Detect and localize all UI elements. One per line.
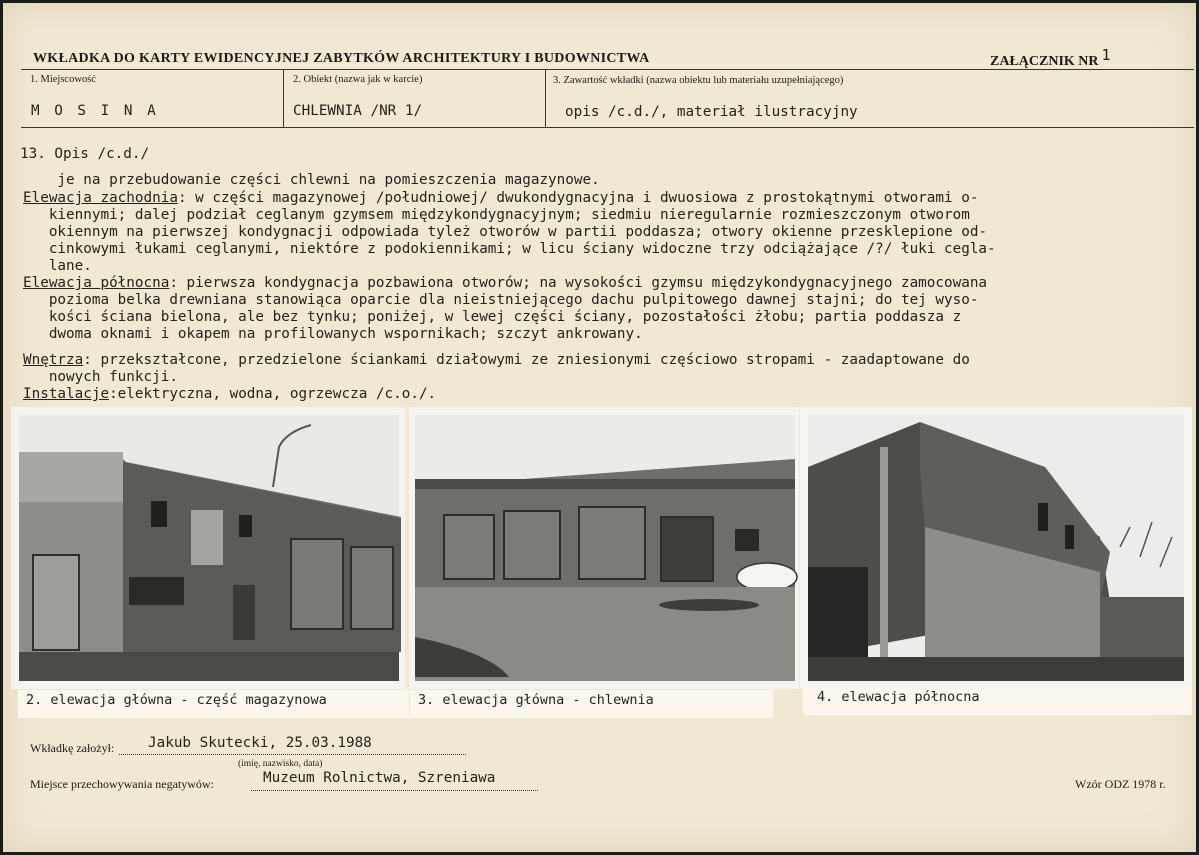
negatives-label: Miejsce przechowywania negatywów: [30,777,214,791]
west-elevation-text: : w części magazynowej /południowej/ dwukondygnacyjna i dwuosiowa z prostokątnymi otworami o- [177,190,979,206]
locality-value: M O S I N A [31,103,159,119]
object-label: 2. Obiekt (nazwa jak w karcie) [293,74,423,85]
description-line: cinkowymi łukami ceglanymi, niektóre z podokiennikami; w licu ściany widoczne trzy odciążające /?/ łuki cegla- [23,241,996,257]
north-elevation-label: Elewacja północna [23,275,170,291]
photo-pigsty-facade [409,407,799,689]
header-rule [21,69,1194,70]
negatives-line [251,789,538,791]
description-line: kości ściana bielona, ale bez tynku; poniżej, w lewej części ściany, pozostałości żłobu; partia poddasza z [23,309,962,325]
interior-label: Wnętrza [23,352,84,368]
description-line: lane. [23,258,92,274]
form-model: Wzór ODZ 1978 r. [1075,777,1166,791]
inserted-by-label: Wkładkę założył: [30,741,115,755]
inserted-by-line [119,753,466,755]
description-line: pozioma belka drewniana stanowiąca oparcie dla nieistniejącego dachu pulpitowego dawnej stajni; do tej wyso- [23,292,979,308]
inserted-by-value: Jakub Skutecki, 25.03.1988 [148,735,372,751]
installations-line [23,386,436,402]
fields-bottom-rule [21,127,1194,128]
locality-label: 1. Miejscowość [30,74,96,85]
north-elevation-text: : pierwsza kondygnacja pozbawiona otworów; na wysokości gzymsu międzykondygnacyjnego zamocowana [169,275,988,291]
photo-caption: 4. elewacja północna [803,687,1192,715]
installations-text: :elektryczna, wodna, ogrzewcza /c.o./. [109,386,437,402]
description-heading: 13. Opis /c.d./ [20,146,150,162]
annex-number: 1 [1101,46,1111,64]
west-elevation-line [23,190,978,206]
description-line: je na przebudowanie części chlewni na pomieszczenia magazynowe. [23,172,600,188]
description-line: nowych funkcji. [23,369,178,385]
photo-north-facade [800,407,1192,689]
annex-label-text: ZAŁĄCZNIK NR [990,54,1099,69]
description-line: dwoma oknami i okapem na profilowanych wspornikach; szczyt ankrowany. [23,326,643,342]
content-label: 3. Zawartość wkładki (nazwa obiektu lub materiału uzupełniającego) [553,75,844,86]
inventory-card-insert [3,3,1196,852]
description-line: okiennym na pierwszej kondygnacji odpowiada tyleż otworów w partii poddasza; otwory okienne przesklepione od- [23,224,988,240]
object-value: CHLEWNIA /NR 1/ [293,103,423,119]
annex-label [990,46,1111,70]
photo-caption: 2. elewacja główna - część magazynowa [18,690,409,718]
inserted-by-hint: (imię, nazwisko, data) [238,759,323,769]
description-line: kiennymi; dalej podział ceglanym gzymsem międzykondygnacyjnym; siedmiu nieregularnie rozmieszczonym otworom [23,207,970,223]
north-elevation-line [23,275,987,291]
photo-warehouse-facade [11,407,405,689]
field-divider-1 [283,69,284,127]
west-elevation-label: Elewacja zachodnia [23,190,178,206]
card-title: WKŁADKA DO KARTY EWIDENCYJNEJ ZABYTKÓW ARCHITEKTURY I BUDOWNICTWA [33,51,650,66]
interior-line [23,352,970,368]
photo-caption: 3. elewacja główna - chlewnia [410,690,773,718]
installations-label: Instalacje [23,386,110,402]
interior-text: : przekształcone, przedzielone ściankami działowymi ze zniesionymi częściowo stropami - zaadaptowane do [83,352,970,368]
field-divider-2 [545,69,546,127]
content-value: opis /c.d./, materiał ilustracyjny [565,104,858,120]
negatives-value: Muzeum Rolnictwa, Szreniawa [263,770,496,786]
